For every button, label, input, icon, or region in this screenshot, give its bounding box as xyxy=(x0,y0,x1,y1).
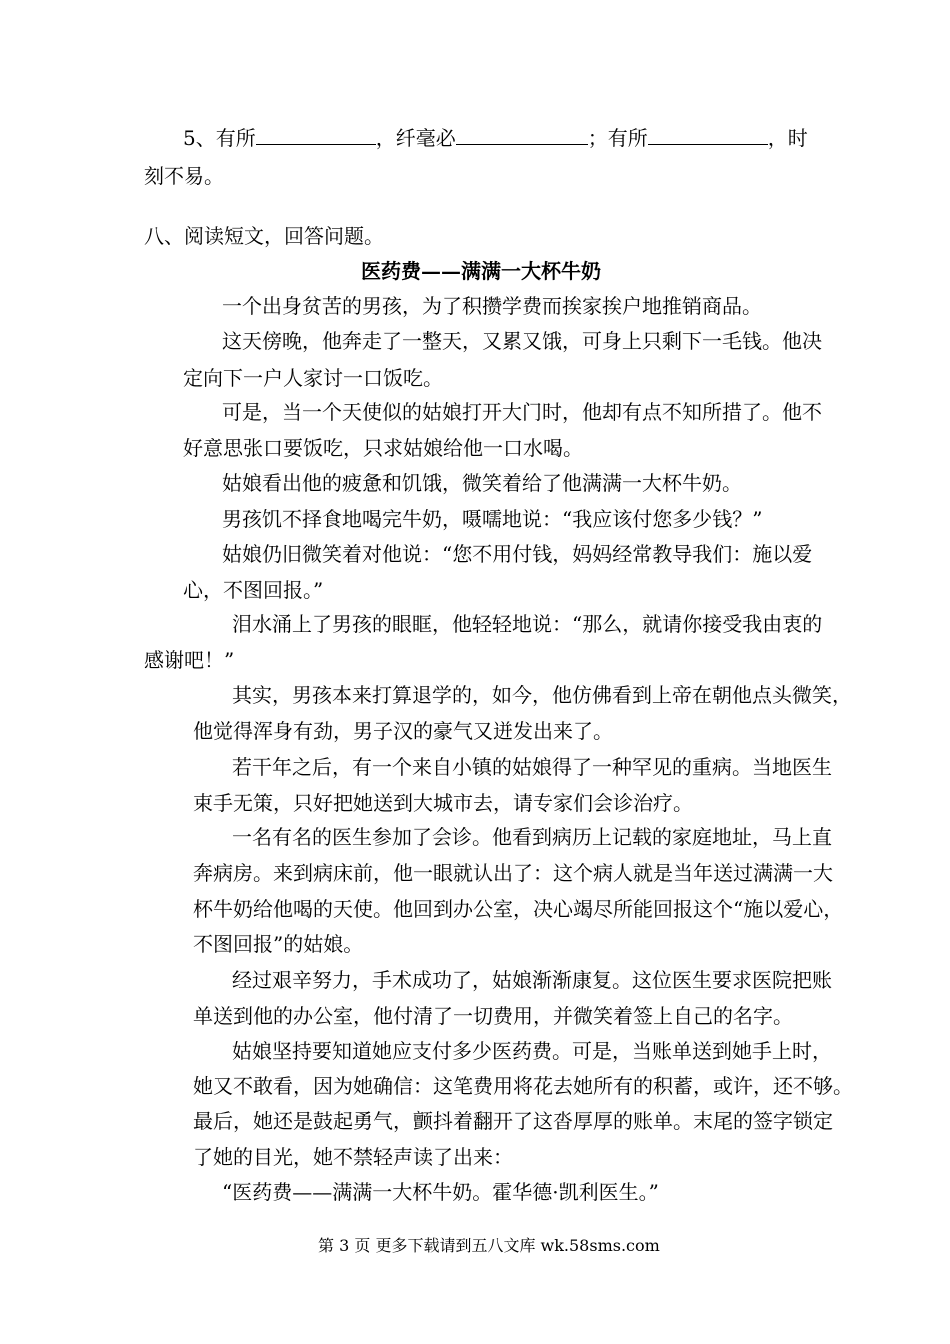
passage-line: 姑娘看出他的疲惫和饥饿，微笑着给了他满满一大杯牛奶。 xyxy=(222,471,742,495)
q5-blank-2[interactable] xyxy=(456,126,588,145)
q5-text-4: ，时 xyxy=(767,126,808,150)
passage-line: 姑娘坚持要知道她应支付多少医药费。可是，当账单送到她手上时， xyxy=(232,1039,832,1063)
passage-line: 不图回报”的姑娘。 xyxy=(193,932,364,956)
passage-line: 这天傍晚，他奔走了一整天，又累又饿，可身上只剩下一毛钱。他决 xyxy=(222,329,822,353)
question-5-line-2: 刻不易。 xyxy=(144,164,224,188)
q5-text-2: ，纤毫必 xyxy=(375,126,456,150)
passage-line: 了她的目光，她不禁轻声读了出来： xyxy=(193,1145,513,1169)
passage-line: 单送到他的办公室，他付清了一切费用，并微笑着签上自己的名字。 xyxy=(193,1004,793,1028)
passage-line: 杯牛奶给他喝的天使。他回到办公室，决心竭尽所能回报这个“施以爱心， xyxy=(193,897,844,921)
passage-title: 医药费——满满一大杯牛奶 xyxy=(361,259,601,283)
passage-line: 男孩饥不择食地喝完牛奶，嗫嚅地说：“我应该付您多少钱？” xyxy=(222,507,763,531)
passage-line: 一个出身贫苦的男孩，为了积攒学费而挨家挨户地推销商品。 xyxy=(222,294,762,318)
passage-line: 泪水涌上了男孩的眼眶，他轻轻地说：“那么，就请你接受我由衷的 xyxy=(232,612,823,636)
q5-text-3: ；有所 xyxy=(587,126,648,150)
passage-line: 一名有名的医生参加了会诊。他看到病历上记载的家庭地址，马上直 xyxy=(232,825,832,849)
section-heading: 八、阅读短文，回答问题。 xyxy=(144,224,384,248)
passage-line: 若干年之后，有一个来自小镇的姑娘得了一种罕见的重病。当地医生 xyxy=(232,755,832,779)
passage-line: 他觉得浑身有劲，男子汉的豪气又迸发出来了。 xyxy=(193,719,613,743)
page-footer: 第 3 页 更多下载请到五八文库 wk.58sms.com xyxy=(318,1236,660,1255)
passage-line: 心，不图回报。” xyxy=(183,578,324,602)
passage-line: “医药费——满满一大杯牛奶。霍华德·凯利医生。” xyxy=(222,1180,659,1204)
q5-blank-1[interactable] xyxy=(256,126,376,145)
passage-line: 感谢吧！” xyxy=(144,648,235,672)
passage-line: 束手无策，只好把她送到大城市去，请专家们会诊治疗。 xyxy=(193,791,693,815)
question-5-line-1 xyxy=(183,124,808,152)
passage-line: 奔病房。来到病床前，他一眼就认出了：这个病人就是当年送过满满一大 xyxy=(193,861,833,885)
passage-line: 可是，当一个天使似的姑娘打开大门时，他却有点不知所措了。他不 xyxy=(222,400,822,424)
passage-line: 定向下一户人家讨一口饭吃。 xyxy=(183,366,443,390)
passage-line: 最后，她还是鼓起勇气，颤抖着翻开了这沓厚厚的账单。末尾的签字锁定 xyxy=(193,1109,833,1133)
q5-blank-3[interactable] xyxy=(648,126,768,145)
passage-line: 她又不敢看，因为她确信：这笔费用将花去她所有的积蓄，或许，还不够。 xyxy=(193,1074,853,1098)
passage-line: 姑娘仍旧微笑着对他说：“您不用付钱，妈妈经常教导我们：施以爱 xyxy=(222,542,813,566)
passage-line: 其实，男孩本来打算退学的，如今，他仿佛看到上帝在朝他点头微笑， xyxy=(232,683,852,707)
q5-text-1: 5、有所 xyxy=(183,126,256,150)
passage-line: 经过艰辛努力，手术成功了，姑娘渐渐康复。这位医生要求医院把账 xyxy=(232,968,832,992)
passage-line: 好意思张口要饭吃，只求姑娘给他一口水喝。 xyxy=(183,436,583,460)
